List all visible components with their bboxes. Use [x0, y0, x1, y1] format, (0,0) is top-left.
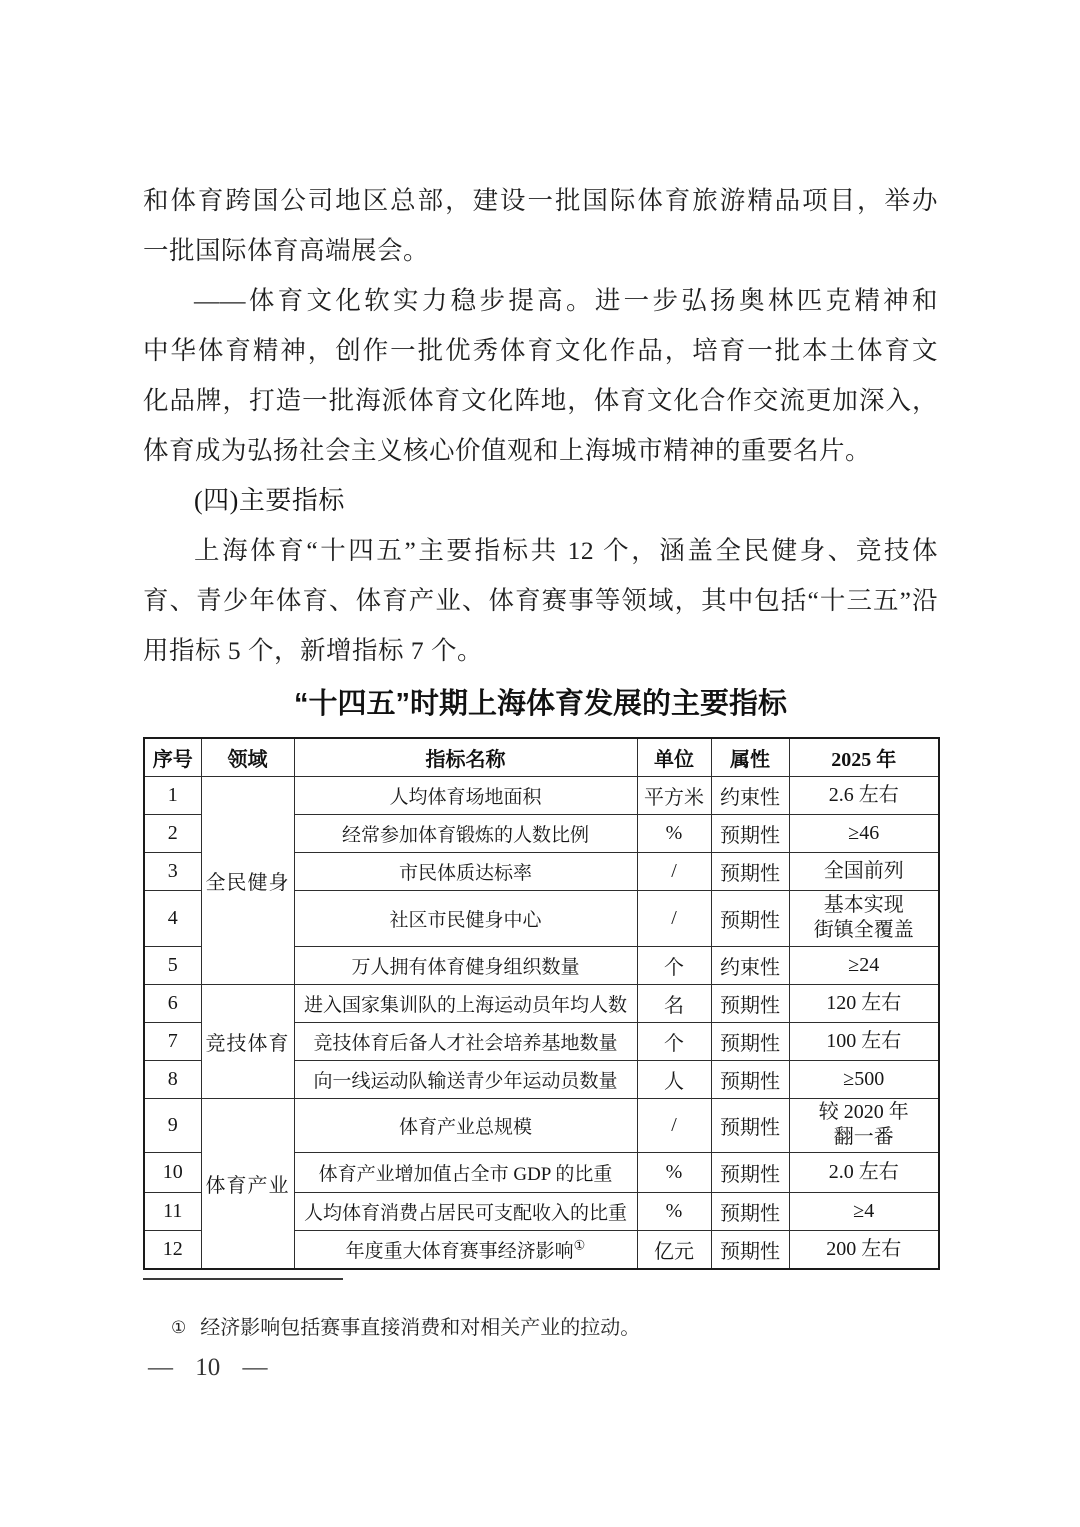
target-text: 较 2020 年	[818, 1101, 909, 1123]
indicator-text: 进入国家集训队的上海运动员年均人数	[303, 994, 627, 1016]
header-no: 序号	[144, 738, 201, 776]
target-text: ≥24	[848, 953, 880, 976]
cell-attr: 预期性	[711, 1022, 789, 1060]
target-text: ≥4	[853, 1199, 875, 1222]
target-text: 100 左右	[826, 1029, 902, 1052]
footnote-text: 经济影响包括赛事直接消费和对相关产业的拉动。	[200, 1317, 641, 1339]
cell-indicator	[294, 984, 637, 1022]
target-text: 2.0 左右	[828, 1160, 899, 1183]
table-row	[144, 1098, 939, 1152]
cell-attr: 预期性	[711, 852, 789, 890]
cell-target	[789, 1022, 939, 1060]
table-title: “十四五”时期上海体育发展的主要指标	[293, 688, 787, 720]
cell-indicator	[294, 1192, 637, 1230]
cell-unit: /	[637, 852, 711, 890]
cell-indicator	[294, 946, 637, 984]
cell-no: 11	[144, 1192, 201, 1230]
cell-domain-quanmin: 全民健身	[201, 776, 294, 984]
cell-attr: 预期性	[711, 1192, 789, 1230]
cell-no: 7	[144, 1022, 201, 1060]
cell-attr: 约束性	[711, 776, 789, 814]
indicator-text: 经常参加体育锻炼的人数比例	[341, 824, 589, 846]
cell-target	[789, 852, 939, 890]
cell-no: 4	[144, 890, 201, 946]
target-text-2: 翻一番	[833, 1126, 894, 1148]
cell-attr: 预期性	[711, 1152, 789, 1192]
cell-no: 1	[144, 776, 201, 814]
cell-indicator	[294, 1152, 637, 1192]
cell-no: 10	[144, 1152, 201, 1192]
cell-no: 3	[144, 852, 201, 890]
cell-unit: 名	[637, 984, 711, 1022]
body-text	[143, 176, 938, 676]
section-heading: (四)主要指标	[194, 486, 345, 515]
cell-target	[789, 890, 939, 946]
page-number: — 10 —	[148, 1354, 268, 1381]
cell-indicator	[294, 1230, 637, 1269]
cell-indicator	[294, 1098, 637, 1152]
cell-unit: 平方米	[637, 776, 711, 814]
cell-no: 9	[144, 1098, 201, 1152]
body-text-line: 化品牌，打造一批海派体育文化阵地，体育文化合作交流更加深入，	[143, 386, 938, 415]
cell-no: 8	[144, 1060, 201, 1098]
cell-unit: 个	[637, 946, 711, 984]
cell-attr: 预期性	[711, 984, 789, 1022]
cell-attr: 预期性	[711, 1098, 789, 1152]
indicator-text: 体育产业总规模	[398, 1116, 532, 1138]
body-text-line: 上海体育“十四五”主要指标共 12 个，涵盖全民健身、竞技体	[194, 536, 938, 565]
cell-domain-chanye: 体育产业	[201, 1098, 294, 1269]
body-text-line: 体育成为弘扬社会主义核心价值观和上海城市精神的重要名片。	[143, 436, 872, 465]
target-text-2: 街镇全覆盖	[813, 919, 914, 941]
cell-no: 2	[144, 814, 201, 852]
target-text: 全国前列	[823, 859, 904, 882]
body-text-line: 一批国际体育高端展会。	[143, 236, 430, 265]
cell-target	[789, 1230, 939, 1269]
indicator-text: 竞技体育后备人才社会培养基地数量	[313, 1032, 618, 1054]
header-name: 指标名称	[294, 738, 637, 776]
indicator-text: 万人拥有体育健身组织数量	[351, 956, 580, 978]
indicator-text: 市民体质达标率	[398, 862, 532, 884]
cell-target	[789, 814, 939, 852]
body-text-line: 中华体育精神，创作一批优秀体育文化作品，培育一批本土体育文	[143, 336, 938, 365]
cell-no: 12	[144, 1230, 201, 1269]
cell-unit: /	[637, 1098, 711, 1152]
indicator-text: 人均体育消费占居民可支配收入的比重	[303, 1202, 627, 1224]
body-text-line: 用指标 5 个，新增指标 7 个。	[143, 636, 484, 665]
header-attr: 属性	[711, 738, 789, 776]
cell-unit: %	[637, 814, 711, 852]
cell-attr: 预期性	[711, 814, 789, 852]
target-text: 2.6 左右	[828, 783, 899, 806]
cell-indicator	[294, 852, 637, 890]
cell-domain-jingji: 竞技体育	[201, 984, 294, 1098]
cell-target	[789, 984, 939, 1022]
header-domain: 领域	[201, 738, 294, 776]
header-year: 2025 年	[789, 738, 939, 776]
cell-unit: 个	[637, 1022, 711, 1060]
indicators-table	[143, 737, 940, 1270]
cell-target	[789, 1098, 939, 1152]
indicator-text: 社区市民健身中心	[389, 909, 542, 931]
table-row	[144, 984, 939, 1022]
cell-unit: %	[637, 1192, 711, 1230]
cell-unit: %	[637, 1152, 711, 1192]
cell-indicator	[294, 776, 637, 814]
cell-indicator	[294, 814, 637, 852]
indicator-text: 年度重大体育赛事经济影响	[345, 1240, 574, 1262]
indicator-text: 向一线运动队输送青少年运动员数量	[313, 1070, 618, 1092]
cell-unit: 亿元	[637, 1230, 711, 1269]
cell-attr: 预期性	[711, 1060, 789, 1098]
cell-attr: 预期性	[711, 890, 789, 946]
target-text: ≥500	[843, 1067, 885, 1090]
body-text-line: 育、青少年体育、体育产业、体育赛事等领域，其中包括“十三五”沿	[143, 586, 938, 615]
cell-indicator	[294, 890, 637, 946]
cell-target	[789, 776, 939, 814]
cell-attr: 约束性	[711, 946, 789, 984]
cell-attr: 预期性	[711, 1230, 789, 1269]
indicator-text: 人均体育场地面积	[389, 786, 542, 808]
table-header-row	[144, 738, 939, 776]
footnote	[143, 1312, 938, 1345]
cell-indicator	[294, 1060, 637, 1098]
body-text-line: 和体育跨国公司地区总部，建设一批国际体育旅游精品项目，举办	[143, 186, 938, 215]
cell-unit: /	[637, 890, 711, 946]
footnote-marker-sup: ①	[573, 1237, 586, 1253]
cell-unit: 人	[637, 1060, 711, 1098]
body-text-line: ——体育文化软实力稳步提高。进一步弘扬奥林匹克精神和	[194, 286, 938, 315]
table-row	[144, 776, 939, 814]
cell-target	[789, 1060, 939, 1098]
indicator-text: 体育产业增加值占全市 GDP 的比重	[318, 1163, 613, 1185]
target-text: 120 左右	[826, 991, 902, 1014]
target-text: ≥46	[848, 821, 880, 844]
cell-no: 5	[144, 946, 201, 984]
target-text: 基本实现	[823, 894, 904, 916]
cell-target	[789, 1192, 939, 1230]
cell-indicator	[294, 1022, 637, 1060]
footnote-divider	[143, 1278, 343, 1280]
footnote-marker: ①	[171, 1318, 187, 1337]
cell-no: 6	[144, 984, 201, 1022]
cell-target	[789, 1152, 939, 1192]
cell-target	[789, 946, 939, 984]
target-text: 200 左右	[826, 1237, 902, 1260]
header-unit: 单位	[637, 738, 711, 776]
